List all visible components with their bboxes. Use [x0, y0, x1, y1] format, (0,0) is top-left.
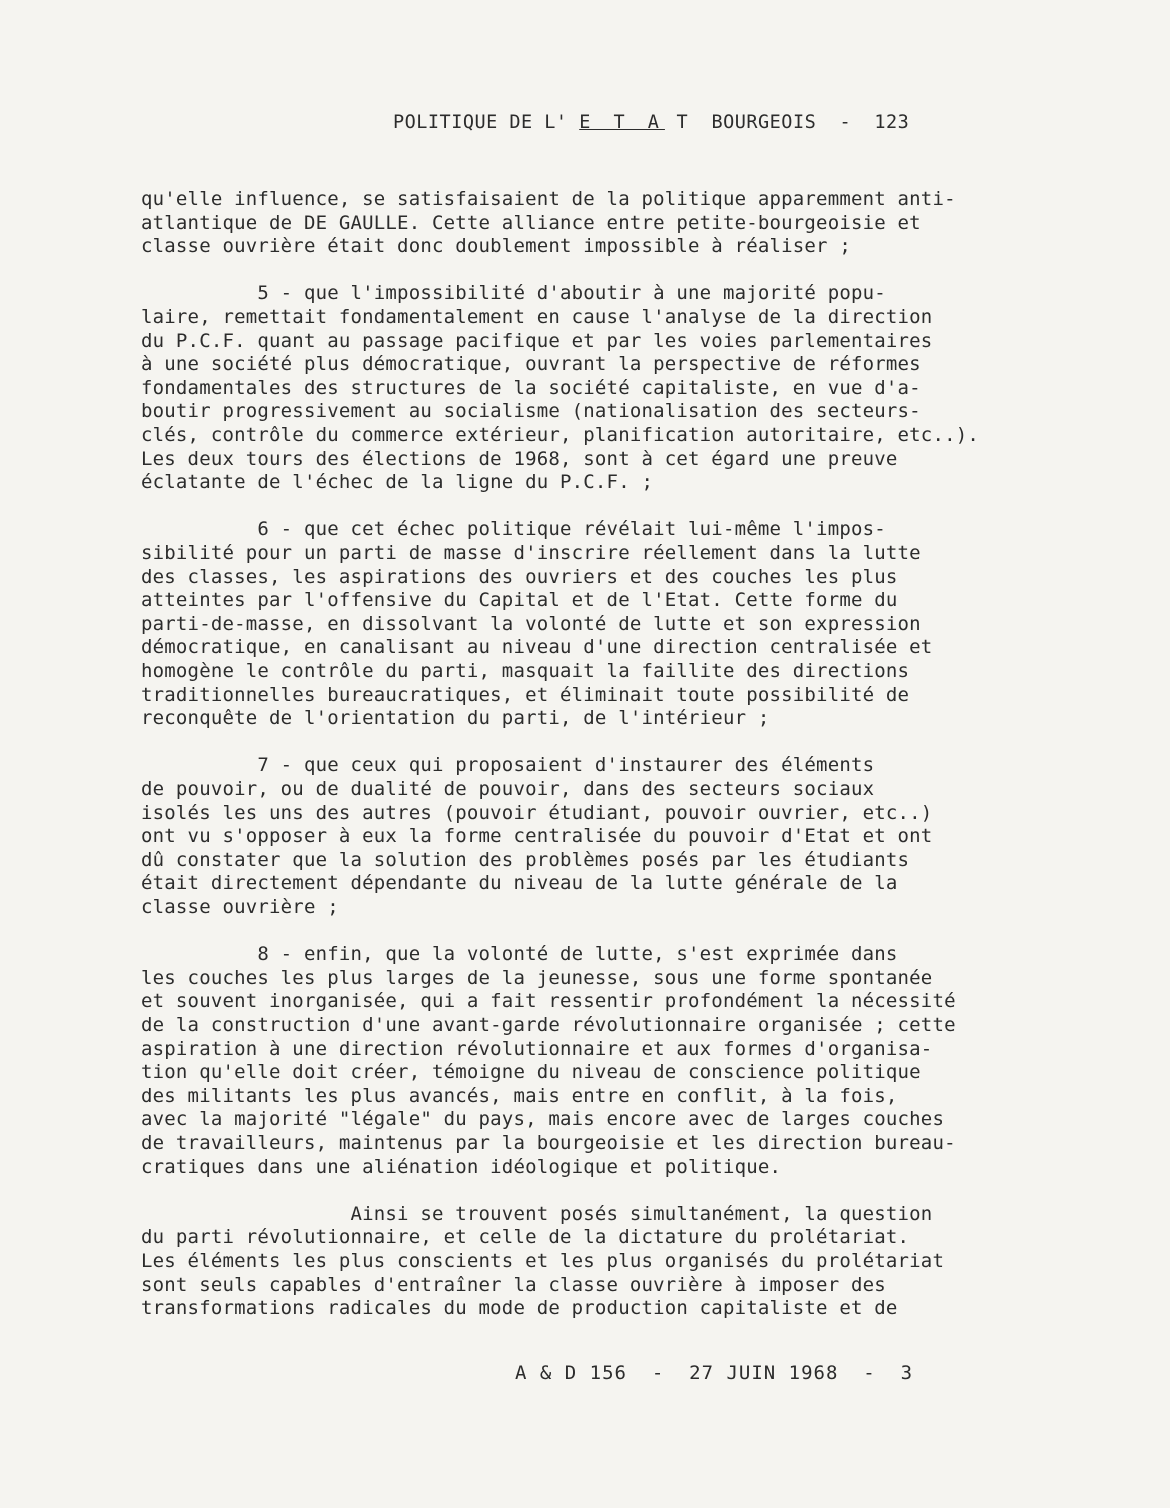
- text-line: de pouvoir, ou de dualité de pouvoir, dans des secteurs sociaux: [141, 778, 875, 800]
- text-line: tion qu'elle doit créer, témoigne du niveau de conscience politique: [141, 1061, 921, 1084]
- text-line: dû constater que la solution des problèmes posés par les étudiants: [141, 848, 910, 871]
- text-line: classe ouvrière était donc doublement impossible à réaliser ;: [141, 235, 851, 258]
- text-line: clés, contrôle du commerce extérieur, planification autoritaire, etc..).: [141, 424, 980, 446]
- text-line: 5 - que l'impossibilité d'aboutir à une majorité popu-: [141, 282, 886, 305]
- text-line: avec la majorité "légale" du pays, mais encore avec de larges couches: [141, 1108, 945, 1131]
- text-line: 6 - que cet échec politique révélait lui-même l'impos-: [141, 518, 886, 541]
- text-line: laire, remettait fondamentalement en cause l'analyse de la direction: [141, 306, 933, 328]
- text-line: qu'elle influence, se satisfaisaient de la politique apparemment anti-: [141, 188, 956, 210]
- text-line: 7 - que ceux qui proposaient d'instaurer des éléments: [141, 754, 875, 777]
- header-prefix: POLITIQUE DE L': [393, 112, 580, 133]
- text-line: Les éléments les plus conscients et les plus organisés du prolétariat: [141, 1250, 945, 1272]
- header-suffix: T BOURGEOIS - 123: [664, 112, 910, 133]
- text-line: à une société plus démocratique, ouvrant la perspective de réformes: [141, 353, 921, 376]
- text-line: atlantique de DE GAULLE. Cette alliance entre petite-bourgeoisie et: [141, 211, 921, 234]
- text-line: éclatante de l'échec de la ligne du P.C.F. ;: [141, 471, 654, 494]
- text-line: cratiques dans une aliénation idéologique et politique.: [141, 1155, 782, 1178]
- text-line: 8 - enfin, que la volonté de lutte, s'est exprimée dans: [141, 943, 898, 966]
- text-line: classe ouvrière ;: [141, 896, 339, 918]
- text-line: atteintes par l'offensive du Capital et de l'Etat. Cette forme du: [141, 589, 898, 612]
- text-line: Les deux tours des élections de 1968, sont à cet égard une preuve: [141, 447, 898, 470]
- text-line: reconquête de l'orientation du parti, de l'intérieur ;: [141, 707, 770, 730]
- text-line: et souvent inorganisée, qui a fait ressentir profondément la nécessité: [141, 990, 956, 1013]
- text-line: parti-de-masse, en dissolvant la volonté de lutte et son expression: [141, 612, 921, 635]
- text-line: boutir progressivement au socialisme (nationalisation des secteurs-: [141, 400, 921, 423]
- text-line: était directement dépendante du niveau de la lutte générale de la: [141, 872, 898, 895]
- text-line: des militants les plus avancés, mais entre en conflit, à la fois,: [141, 1084, 898, 1107]
- text-line: de la construction d'une avant-garde révolutionnaire organisée ; cette: [141, 1014, 956, 1036]
- text-line: aspiration à une direction révolutionnaire et aux formes d'organisa-: [141, 1037, 933, 1060]
- text-line: ont vu s'opposer à eux la forme centralisée du pouvoir d'Etat et ont: [141, 825, 933, 848]
- text-line: homogène le contrôle du parti, masquait la faillite des directions: [141, 660, 910, 682]
- text-line: des classes, les aspirations des ouvriers et des couches les plus: [141, 565, 898, 588]
- page-footer: A & D 156 - 27 JUIN 1968 - 3: [515, 1362, 914, 1384]
- text-line: du P.C.F. quant au passage pacifique et par les voies parlementaires: [141, 329, 933, 352]
- text-line: du parti révolutionnaire, et celle de la dictature du prolétariat.: [141, 1226, 910, 1249]
- text-line: démocratique, en canalisant au niveau d'une direction centralisée et: [141, 636, 933, 659]
- text-line: isolés les uns des autres (pouvoir étudiant, pouvoir ouvrier, etc..): [141, 801, 933, 824]
- page-header: [393, 112, 909, 133]
- text-line: sibilité pour un parti de masse d'inscrire réellement dans la lutte: [141, 542, 921, 564]
- text-line: transformations radicales du mode de production capitaliste et de: [141, 1297, 898, 1320]
- header-etat: E T A: [579, 112, 665, 133]
- text-line: fondamentales des structures de la société capitaliste, en vue d'a-: [141, 376, 921, 399]
- text-line: Ainsi se trouvent posés simultanément, la question: [141, 1202, 933, 1225]
- text-line: sont seuls capables d'entraîner la classe ouvrière à imposer des: [141, 1273, 886, 1296]
- text-line: traditionnelles bureaucratiques, et éliminait toute possibilité de: [141, 683, 910, 706]
- text-line: les couches les plus larges de la jeunesse, sous une forme spontanée: [141, 966, 933, 989]
- text-line: de travailleurs, maintenus par la bourgeoisie et les direction bureau-: [141, 1132, 956, 1154]
